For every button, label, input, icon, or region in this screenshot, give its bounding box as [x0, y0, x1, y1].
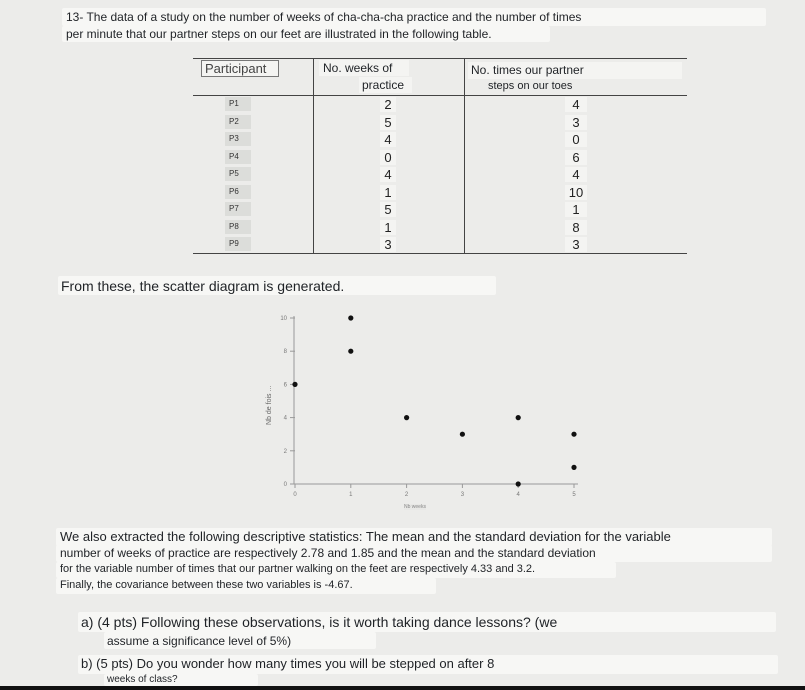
scatter-point — [292, 382, 297, 387]
y-tick-label: 2 — [283, 448, 287, 455]
weeks-cell: 3 — [380, 237, 396, 252]
part-a-line-2: assume a significance level of 5%) — [107, 634, 292, 648]
scatter-point — [348, 349, 353, 354]
steps-cell: 0 — [565, 132, 587, 147]
weeks-header-line-1: No. weeks of — [323, 61, 393, 75]
scatter-point — [571, 432, 576, 437]
x-axis-label: Nb weeks — [404, 504, 426, 510]
bottom-edge — [0, 686, 805, 690]
part-a-line-1: a) (4 pts) Following these observations, is it worth taking dance lessons? (we — [81, 614, 558, 630]
participant-cell: P8 — [225, 220, 251, 234]
y-tick-label: 4 — [283, 415, 287, 422]
participant-cell: P9 — [225, 237, 251, 251]
weeks-cell: 1 — [380, 220, 396, 235]
participant-cell: P7 — [225, 202, 251, 216]
question-line-2: per minute that our partner steps on our feet are illustrated in the following table. — [66, 27, 492, 41]
steps-cell: 3 — [565, 115, 587, 130]
steps-cell: 6 — [565, 150, 587, 165]
steps-header-line-1: No. times our partner — [471, 63, 584, 77]
participant-cell: P2 — [225, 115, 251, 129]
weeks-cell: 1 — [380, 185, 396, 200]
stats-line-2: number of weeks of practice are respectively 2.78 and 1.85 and the mean and the standard deviation — [60, 546, 596, 560]
y-tick-label: 0 — [283, 482, 287, 488]
steps-cell: 3 — [565, 237, 587, 252]
x-tick-label: 2 — [404, 492, 409, 498]
stats-line-3: for the variable number of times that our partner walking on the feet are respectively 4.33 and 3.2. — [60, 563, 536, 575]
y-ticks — [280, 316, 295, 488]
steps-cell: 4 — [565, 97, 587, 112]
stats-line-4: Finally, the covariance between these two variables is -4.67. — [60, 579, 353, 591]
steps-cell: 10 — [565, 185, 587, 200]
steps-header-line-2: steps on our toes — [488, 80, 573, 92]
scatter-points — [292, 315, 576, 486]
x-tick-label: 3 — [460, 492, 465, 498]
participant-cell: P1 — [225, 97, 251, 111]
scatter-point — [404, 415, 409, 420]
scatter-point — [516, 481, 521, 486]
y-tick-label: 10 — [280, 316, 287, 322]
x-tick-label: 0 — [293, 492, 297, 498]
x-tick-label: 1 — [349, 492, 353, 498]
x-ticks — [293, 484, 576, 498]
y-tick-label: 8 — [283, 349, 287, 356]
steps-cell: 1 — [565, 202, 587, 217]
part-b-line-1: b) (5 pts) Do you wonder how many times you will be stepped on after 8 — [81, 656, 495, 671]
weeks-cell: 4 — [380, 167, 396, 182]
scatter-point — [516, 415, 521, 420]
weeks-cell: 5 — [380, 202, 396, 217]
weeks-cell: 4 — [380, 132, 396, 147]
participant-cell: P4 — [225, 150, 251, 164]
steps-cell: 4 — [565, 167, 587, 182]
y-axis-label: Nb de fois ... — [266, 385, 273, 425]
weeks-cell: 2 — [380, 97, 396, 112]
part-b-line-2: weeks of class? — [107, 674, 178, 685]
weeks-header-line-2: practice — [362, 78, 405, 92]
weeks-cell: 5 — [380, 115, 396, 130]
scatter-point — [348, 315, 353, 320]
x-tick-label: 4 — [516, 492, 520, 498]
steps-cell: 8 — [565, 220, 587, 235]
scatter-intro: From these, the scatter diagram is generated. — [61, 278, 345, 294]
question-line-1: 13- The data of a study on the number of weeks of cha-cha-cha practice and the number of times — [66, 10, 582, 24]
participant-cell: P5 — [225, 167, 251, 181]
participant-cell: P3 — [225, 132, 251, 146]
scatter-point — [460, 432, 465, 437]
scatter-point — [571, 465, 576, 470]
weeks-cell: 0 — [380, 150, 396, 165]
stats-line-1: We also extracted the following descriptive statistics: The mean and the standard deviation for the variable — [60, 529, 671, 544]
participant-cell: P6 — [225, 185, 251, 199]
x-tick-label: 5 — [572, 492, 576, 498]
participant-header: Participant — [205, 61, 267, 76]
y-tick-label: 6 — [283, 382, 287, 389]
